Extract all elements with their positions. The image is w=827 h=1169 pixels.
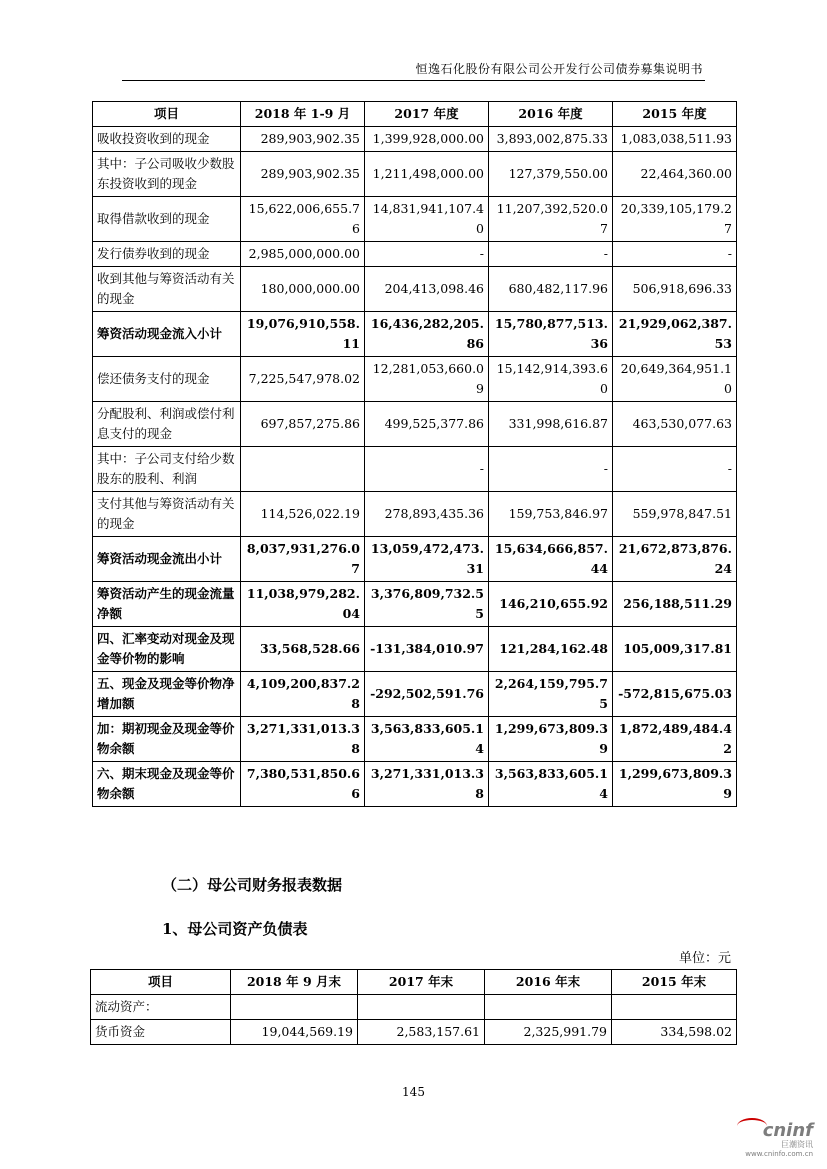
logo-url: www.cninfo.com.cn <box>745 1150 813 1158</box>
value-cell: 331,998,616.87 <box>489 402 613 447</box>
value-cell: 15,634,666,857.44 <box>489 537 613 582</box>
value-cell: 559,978,847.51 <box>613 492 737 537</box>
value-cell: 506,918,696.33 <box>613 267 737 312</box>
value-cell: - <box>365 447 489 492</box>
value-cell: 114,526,022.19 <box>241 492 365 537</box>
header-rule <box>122 80 705 81</box>
value-cell: 1,299,673,809.39 <box>489 717 613 762</box>
logo-sub: 巨潮资讯 <box>781 1140 813 1149</box>
table-row <box>93 717 737 762</box>
table-row <box>91 995 737 1020</box>
value-cell: 278,893,435.36 <box>365 492 489 537</box>
table-row <box>93 492 737 537</box>
header-cell: 2017 年度 <box>365 102 489 127</box>
value-cell: 204,413,098.46 <box>365 267 489 312</box>
value-cell: 1,211,498,000.00 <box>365 152 489 197</box>
header-cell: 项目 <box>91 970 231 995</box>
value-cell <box>612 995 737 1020</box>
table-row <box>91 1020 737 1045</box>
value-cell: 697,857,275.86 <box>241 402 365 447</box>
value-cell: 159,753,846.97 <box>489 492 613 537</box>
row-label: 其中：子公司吸收少数股东投资收到的现金 <box>93 152 241 197</box>
value-cell: 1,299,673,809.39 <box>613 762 737 807</box>
cninf-logo <box>733 1122 813 1159</box>
value-cell: 19,044,569.19 <box>231 1020 358 1045</box>
value-cell <box>241 447 365 492</box>
table-row <box>93 582 737 627</box>
row-label: 六、期末现金及现金等价物余额 <box>93 762 241 807</box>
row-label: 加：期初现金及现金等价物余额 <box>93 717 241 762</box>
value-cell: 13,059,472,473.31 <box>365 537 489 582</box>
value-cell: 22,464,360.00 <box>613 152 737 197</box>
value-cell: 11,038,979,282.04 <box>241 582 365 627</box>
value-cell: 19,076,910,558.11 <box>241 312 365 357</box>
cashflow-table <box>92 101 737 807</box>
balance-sheet-table <box>90 969 737 1045</box>
row-label: 偿还债务支付的现金 <box>93 357 241 402</box>
table-row <box>93 312 737 357</box>
row-label: 筹资活动现金流入小计 <box>93 312 241 357</box>
balance-header-row <box>91 970 737 995</box>
row-label: 流动资产： <box>91 995 231 1020</box>
value-cell: 15,142,914,393.60 <box>489 357 613 402</box>
table-row <box>93 762 737 807</box>
value-cell: - <box>613 242 737 267</box>
value-cell: 127,379,550.00 <box>489 152 613 197</box>
value-cell: 105,009,317.81 <box>613 627 737 672</box>
value-cell: 680,482,117.96 <box>489 267 613 312</box>
value-cell: - <box>365 242 489 267</box>
header-cell: 2016 年度 <box>489 102 613 127</box>
value-cell: 14,831,941,107.40 <box>365 197 489 242</box>
value-cell: - <box>489 242 613 267</box>
value-cell: 180,000,000.00 <box>241 267 365 312</box>
value-cell: 3,563,833,605.14 <box>365 717 489 762</box>
row-label: 取得借款收到的现金 <box>93 197 241 242</box>
row-label: 四、汇率变动对现金及现金等价物的影响 <box>93 627 241 672</box>
value-cell: 3,376,809,732.55 <box>365 582 489 627</box>
row-label: 筹资活动现金流出小计 <box>93 537 241 582</box>
table-row <box>93 672 737 717</box>
value-cell: 15,780,877,513.36 <box>489 312 613 357</box>
header-cell: 2018 年 9 月末 <box>231 970 358 995</box>
logo-swoosh-icon <box>737 1118 767 1134</box>
value-cell: 499,525,377.86 <box>365 402 489 447</box>
section-heading: （二）母公司财务报表数据 <box>162 876 343 894</box>
header-cell: 2015 年末 <box>612 970 737 995</box>
value-cell: 289,903,902.35 <box>241 127 365 152</box>
row-label: 货币资金 <box>91 1020 231 1045</box>
value-cell: 16,436,282,205.86 <box>365 312 489 357</box>
value-cell: 146,210,655.92 <box>489 582 613 627</box>
value-cell: 20,649,364,951.10 <box>613 357 737 402</box>
row-label: 支付其他与筹资活动有关的现金 <box>93 492 241 537</box>
header-cell: 2017 年末 <box>358 970 485 995</box>
table-row <box>93 267 737 312</box>
logo-brand: cninf <box>762 1120 813 1141</box>
value-cell: -572,815,675.03 <box>613 672 737 717</box>
value-cell: 21,672,873,876.24 <box>613 537 737 582</box>
value-cell: 4,109,200,837.28 <box>241 672 365 717</box>
value-cell: 33,568,528.66 <box>241 627 365 672</box>
value-cell: 1,872,489,484.42 <box>613 717 737 762</box>
value-cell: 7,225,547,978.02 <box>241 357 365 402</box>
value-cell: 20,339,105,179.27 <box>613 197 737 242</box>
value-cell: - <box>489 447 613 492</box>
value-cell: 8,037,931,276.07 <box>241 537 365 582</box>
value-cell: 2,583,157.61 <box>358 1020 485 1045</box>
value-cell: 2,264,159,795.75 <box>489 672 613 717</box>
table-row <box>93 152 737 197</box>
table-row <box>93 197 737 242</box>
table-row <box>93 447 737 492</box>
table-row <box>93 402 737 447</box>
row-label: 收到其他与筹资活动有关的现金 <box>93 267 241 312</box>
header-cell: 2016 年末 <box>485 970 612 995</box>
table-row <box>93 127 737 152</box>
value-cell: 21,929,062,387.53 <box>613 312 737 357</box>
page-header-title: 恒逸石化股份有限公司公开发行公司债券募集说明书 <box>415 62 703 76</box>
value-cell: 3,563,833,605.14 <box>489 762 613 807</box>
value-cell: 12,281,053,660.09 <box>365 357 489 402</box>
value-cell: 2,985,000,000.00 <box>241 242 365 267</box>
value-cell <box>358 995 485 1020</box>
value-cell: 289,903,902.35 <box>241 152 365 197</box>
value-cell: 121,284,162.48 <box>489 627 613 672</box>
table-row <box>93 537 737 582</box>
value-cell: 256,188,511.29 <box>613 582 737 627</box>
table-row <box>93 627 737 672</box>
value-cell: - <box>613 447 737 492</box>
value-cell: -292,502,591.76 <box>365 672 489 717</box>
value-cell: -131,384,010.97 <box>365 627 489 672</box>
subsection-heading: 1、母公司资产负债表 <box>162 920 308 938</box>
value-cell: 15,622,006,655.76 <box>241 197 365 242</box>
value-cell: 463,530,077.63 <box>613 402 737 447</box>
row-label: 筹资活动产生的现金流量净额 <box>93 582 241 627</box>
value-cell: 334,598.02 <box>612 1020 737 1045</box>
value-cell: 3,271,331,013.38 <box>241 717 365 762</box>
header-cell: 2018 年 1-9 月 <box>241 102 365 127</box>
value-cell: 1,083,038,511.93 <box>613 127 737 152</box>
value-cell: 1,399,928,000.00 <box>365 127 489 152</box>
row-label: 发行债券收到的现金 <box>93 242 241 267</box>
row-label: 分配股利、利润或偿付利息支付的现金 <box>93 402 241 447</box>
value-cell <box>231 995 358 1020</box>
row-label: 其中：子公司支付给少数股东的股利、利润 <box>93 447 241 492</box>
table-row <box>93 357 737 402</box>
value-cell: 2,325,991.79 <box>485 1020 612 1045</box>
value-cell: 11,207,392,520.07 <box>489 197 613 242</box>
row-label: 吸收投资收到的现金 <box>93 127 241 152</box>
cashflow-header-row <box>93 102 737 127</box>
value-cell <box>485 995 612 1020</box>
value-cell: 3,271,331,013.38 <box>365 762 489 807</box>
header-cell: 项目 <box>93 102 241 127</box>
header-cell: 2015 年度 <box>613 102 737 127</box>
value-cell: 7,380,531,850.66 <box>241 762 365 807</box>
row-label: 五、现金及现金等价物净增加额 <box>93 672 241 717</box>
unit-label: 单位：元 <box>678 951 731 966</box>
table-row <box>93 242 737 267</box>
page-number: 145 <box>402 1085 425 1099</box>
value-cell: 3,893,002,875.33 <box>489 127 613 152</box>
